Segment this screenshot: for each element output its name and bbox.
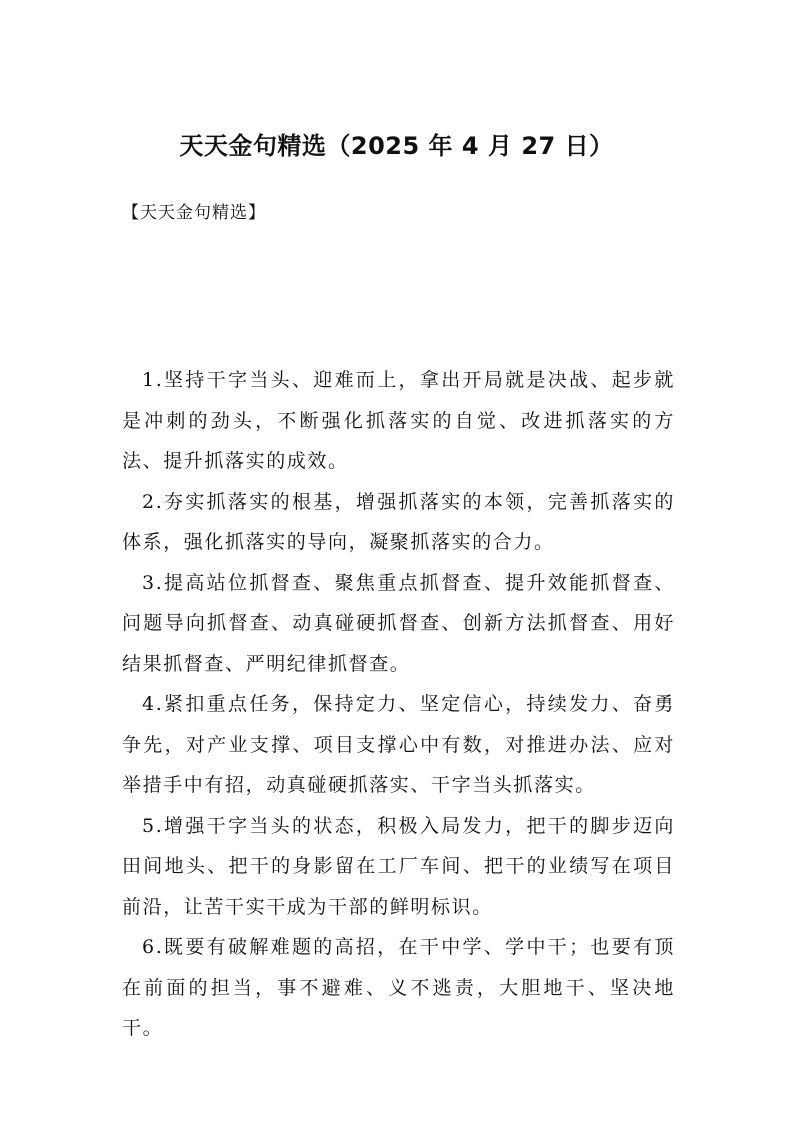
document-body [122, 360, 675, 1049]
document-title: 天天金句精选（2025 年 4 月 27 日） [179, 132, 614, 160]
paragraph-5: 5.增强干字当头的状态，积极入局发力，把干的脚步迈向田间地头、把干的身影留在工厂车间、把干的业绩写在项目前沿，让苦干实干成为干部的鲜明标识。 [122, 814, 675, 918]
paragraph-4: 4.紧扣重点任务，保持定力、坚定信心，持续发力、奋勇争先，对产业支撑、项目支撑心中有数，对推进办法、应对举措手中有招，动真碰硬抓落实、干字当头抓落实。 [122, 693, 675, 796]
paragraph-6: 6.既要有破解难题的高招，在干中学、学中干；也要有顶在前面的担当，事不避难、义不逃责，大胆地干、坚决地干。 [122, 936, 675, 1039]
paragraph-3: 3.提高站位抓督查、聚焦重点抓督查、提升效能抓督查、问题导向抓督查、动真碰硬抓督查、创新方法抓督查、用好结果抓督查、严明纪律抓督查。 [122, 571, 675, 675]
section-label: 【天天金句精选】 [122, 203, 266, 223]
paragraph-2: 2.夯实抓落实的根基，增强抓落实的本领，完善抓落实的体系，强化抓落实的导向，凝聚抓落实的合力。 [122, 490, 675, 553]
paragraph-1: 1.坚持干字当头、迎难而上，拿出开局就是决战、起步就是冲刺的劲头，不断强化抓落实的自觉、改进抓落实的方法、提升抓落实的成效。 [122, 369, 675, 472]
